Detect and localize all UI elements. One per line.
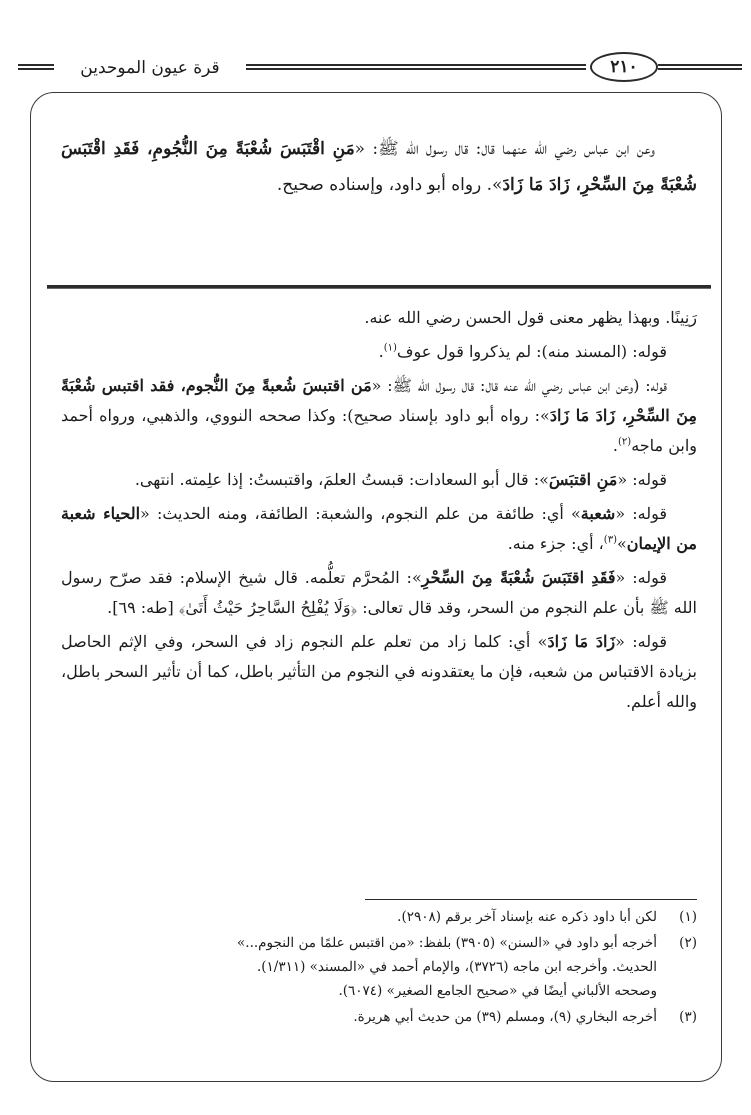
- commentary-text: قوله: «: [615, 632, 667, 651]
- running-header: [14, 48, 740, 88]
- commentary-line-1: [61, 303, 697, 333]
- commentary-quote: فَقَدِ اقتَبَسَ شُعْبَةً مِنَ السِّحْرِ: [421, 568, 616, 587]
- footnote-text: الحديث. وأخرجه ابن ماجه (٣٧٢٦)، والإمام أحمد في «المسند» (١/٣١١).: [256, 959, 657, 975]
- footnote-text: أخرجه أبو داود في «السنن» (٣٩٠٥) بلفظ: «من اقتبس علمًا من النجوم...»: [237, 935, 657, 951]
- hadith-intro: وعن ابن عباس رضي الله عنهما قال: قال رسول الله ﷺ: «: [354, 139, 655, 159]
- running-title: قرة عيون الموحدين: [80, 58, 220, 78]
- commentary-line-4: [61, 465, 697, 495]
- footnote-3: [61, 1005, 697, 1029]
- header-rule-left: [18, 64, 54, 70]
- hadith-paragraph: [61, 131, 697, 203]
- footnote-ref-1[interactable]: (١): [383, 342, 397, 354]
- footnote-1: [61, 905, 697, 929]
- commentary-quote: الحياء شعبة من الإيمان: [61, 504, 697, 553]
- commentary-text: قوله: (المسند منه): لم يذكروا قول عوف: [396, 342, 667, 361]
- commentary-line-7: [61, 627, 697, 717]
- footnote-divider: [365, 899, 697, 900]
- commentary-text: قوله: (وعن ابن عباس رضي الله عنه قال: قال رسول الله ﷺ: «: [371, 376, 667, 395]
- commentary-quote: مَنِ اقتبَسَ: [548, 470, 618, 489]
- footnote-ref-2[interactable]: (٢): [618, 436, 632, 448]
- commentary-line-6: [61, 563, 697, 623]
- footnotes: [61, 905, 697, 1065]
- commentary-text: ، أي: جزء منه.: [507, 534, 604, 553]
- hadith-matn: مَنِ اقْتَبَسَ شُعْبَةً مِنَ النُّجُومِ، فَقَدِ اقْتَبَسَ شُعْبَةً مِنَ السِّحْرِ، زَادَ مَا زَادَ: [61, 139, 697, 195]
- commentary-text: »: المُحرَّم تعلُّمه. قال شيخ الإسلام: فقد صرّح رسول الله ﷺ بأن علم النجوم من السحر، وقد قال تعالى: ﴿وَلَا يُفْلِحُ السَّاحِرُ حَيْثُ أَتَىٰ﴾ [طه: ٦٩].: [61, 568, 697, 617]
- commentary-quote: زَادَ مَا زَادَ: [547, 632, 616, 651]
- content-frame: [30, 92, 722, 1082]
- commentary-line-2: [61, 337, 697, 367]
- commentary-quote: شعبة: [580, 504, 616, 523]
- commentary-text: .: [612, 436, 618, 455]
- commentary-text: »: [616, 534, 627, 553]
- commentary-text: »: قال أبو السعادات: قبستُ العلمَ، واقتبستُ: إذا علِمته. انتهى.: [134, 470, 549, 489]
- commentary-text: .: [378, 342, 384, 361]
- hadith-grading: ». رواه أبو داود، وإسناده صحيح.: [276, 175, 503, 195]
- footnote-text: أخرجه البخاري (٩)، ومسلم (٣٩) من حديث أبي هريرة.: [353, 1009, 657, 1025]
- commentary-text: رَنِينًا. وبهذا يظهر معنى قول الحسن رضي الله عنه.: [364, 308, 697, 327]
- commentary-quote: مَن اقتبسَ شُعبةً مِنَ النُّجوم، فقد اقتبس شُعْبَةً مِنَ السِّحْرِ، زَادَ مَا زَادَ: [61, 376, 698, 425]
- footnote-number: (٣): [679, 1009, 697, 1025]
- commentary-text: » أي: طائفة من علم النجوم، والشعبة: الطائفة، ومنه الحديث: «: [140, 504, 581, 523]
- footnote-number: (١): [679, 909, 697, 925]
- page-number: ٢١٠: [590, 52, 658, 82]
- footnote-2: [61, 931, 697, 1003]
- commentary-line-5: [61, 499, 697, 559]
- footnote-text: لكن أبا داود ذكره عنه بإسناد آخر برقم (٢٩٠٨).: [397, 909, 657, 925]
- commentary: [61, 303, 697, 851]
- footnote-text: وصححه الألباني أيضًا في «صحيح الجامع الصغير» (٦٠٧٤).: [338, 983, 657, 999]
- header-rule-middle: [246, 64, 586, 70]
- commentary-text: قوله: «: [615, 568, 667, 587]
- commentary-text: قوله: «: [615, 504, 668, 523]
- commentary-text: » أي: كلما زاد من تعلم علم النجوم زاد في السحر، وفي الإثم الحاصل بزيادة الاقتباس من شعبه، فإن ما يعتقدونه في النجوم من التأثير باطل، كما أن تأثير السحر باطل، والله أعلم.: [61, 632, 697, 711]
- header-rule-right: [658, 64, 742, 70]
- commentary-line-3: [61, 371, 697, 461]
- section-divider: [47, 285, 711, 289]
- hadith-text: [61, 131, 697, 281]
- commentary-text: »: رواه أبو داود بإسناد صحيح): وكذا صححه النووي، والذهبي، ورواه أحمد وابن ماجه: [61, 406, 697, 455]
- footnote-number: (٢): [679, 935, 697, 951]
- footnote-ref-3[interactable]: (٣): [603, 534, 617, 546]
- commentary-text: قوله: «: [617, 470, 667, 489]
